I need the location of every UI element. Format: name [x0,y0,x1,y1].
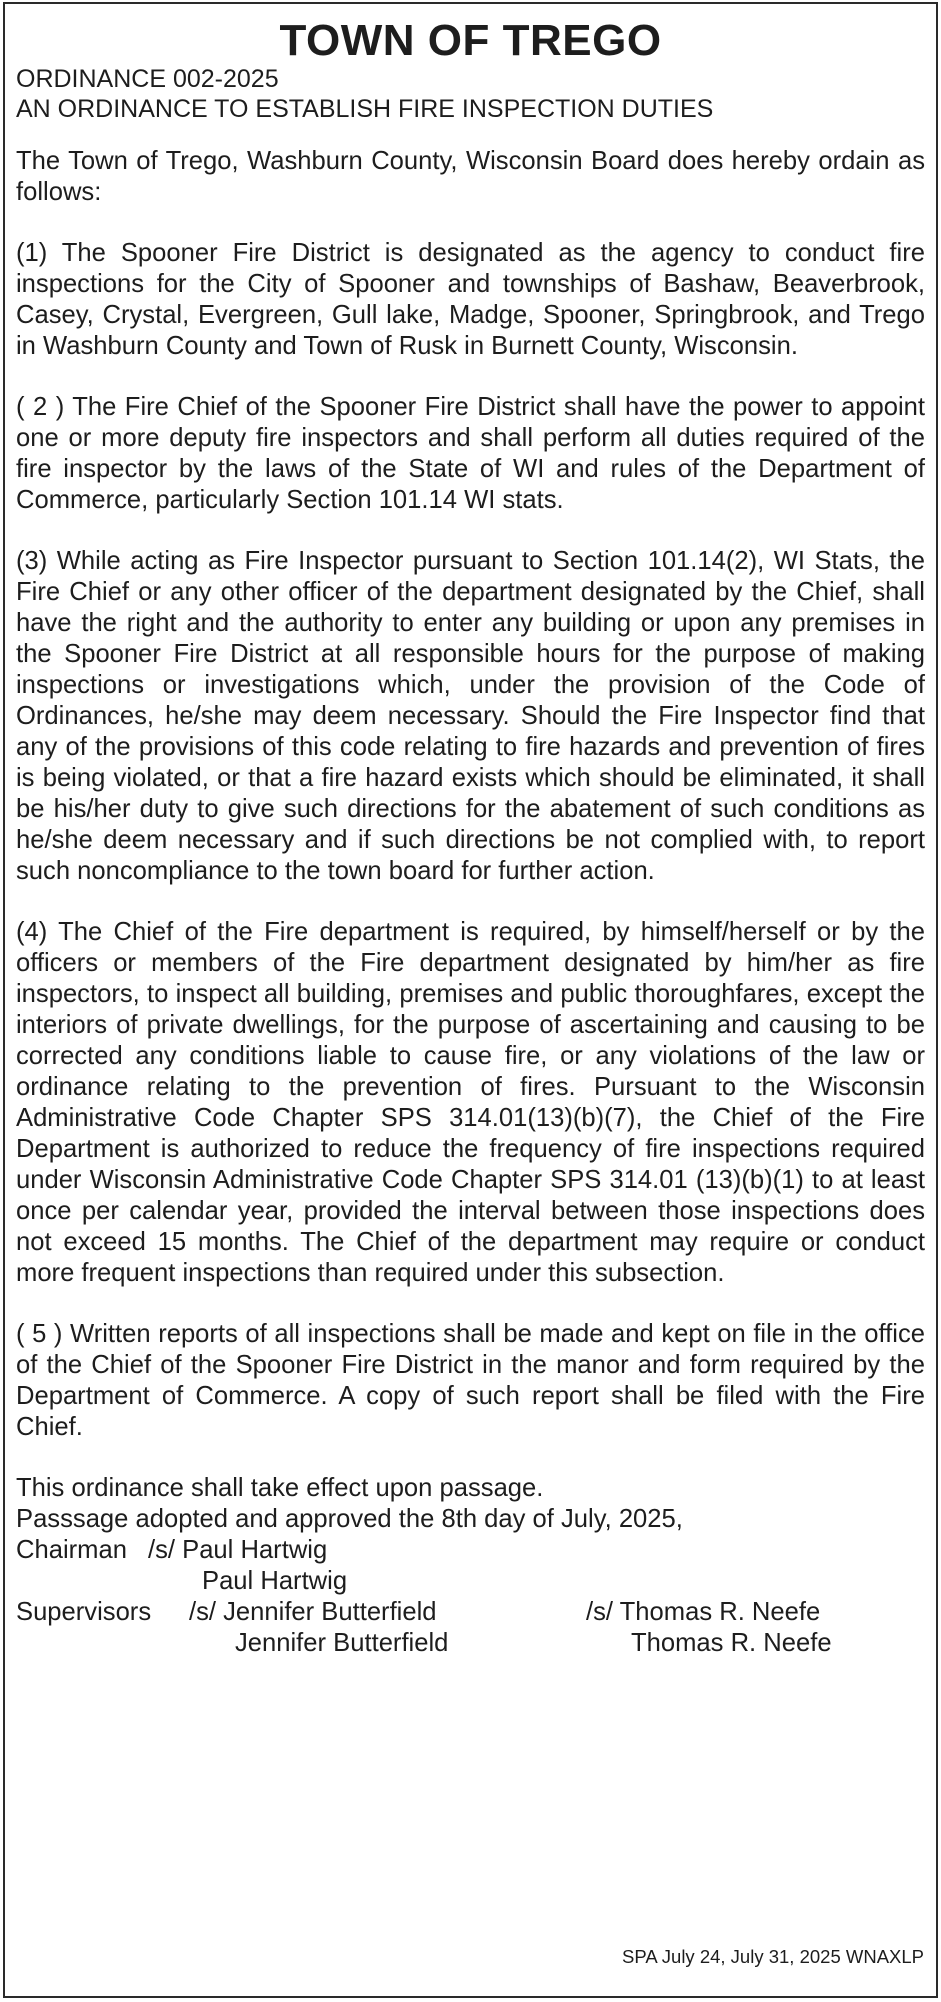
legal-notice [3,2,938,1998]
closing-block [16,1473,925,1659]
supervisor-2-printed-name: Thomas R. Neefe [631,1629,832,1657]
chairman-signature: /s/ Paul Hartwig [148,1536,328,1564]
preamble: The Town of Trego, Washburn County, Wisconsin Board does hereby ordain as follows: [16,147,925,206]
section-3: (3) While acting as Fire Inspector pursuant to Section 101.14(2), WI Stats, the Fire Chief or any other officer of the department designated by the Chief, shall have the right and the authority to enter any building or upon any premises in the Spooner Fire District at all responsible hours for the purpose of making inspections or investigations which, under the provision of the Code of Ordinances, he/she may deem necessary. Should the Fire Inspector find that any of the provisions of this code relating to fire hazards and prevention of fires is being violated, or that a fire hazard exists which should be eliminated, it shall be his/her duty to give such directions for the abatement of such conditions as he/she deem necessary and if such directions be not complied with, to report such noncompliance to the town board for further action. [16,547,925,885]
supervisor-1-signature: /s/ Jennifer Butterfield [189,1598,437,1626]
effect-statement: This ordinance shall take effect upon passage. [16,1474,544,1502]
chairman-printed-name: Paul Hartwig [202,1567,348,1595]
passage-statement: Passsage adopted and approved the 8th day of July, 2025, [16,1505,683,1533]
supervisor-1-printed-name: Jennifer Butterfield [235,1629,449,1657]
section-5: ( 5 ) Written reports of all inspections shall be made and kept on file in the office of the Chief of the Spooner Fire District in the manor and form required by the Department of Commerce. A copy of such report shall be filed with the Fire Chief. [16,1320,925,1441]
ordinance-title: AN ORDINANCE TO ESTABLISH FIRE INSPECTION DUTIES [16,95,714,123]
supervisor-2-signature: /s/ Thomas R. Neefe [586,1598,821,1626]
chairman-signature-row [16,1535,925,1566]
town-title: TOWN OF TREGO [279,16,662,65]
supervisors-name-row [16,1628,925,1659]
publication-note: SPA July 24, July 31, 2025 WNAXLP [622,1946,924,1967]
supervisors-label: Supervisors [16,1598,152,1626]
chairman-name-row [16,1566,925,1597]
section-2: ( 2 ) The Fire Chief of the Spooner Fire District shall have the power to appoint one or more deputy fire inspectors and shall perform all duties required of the fire inspector by the laws of the State of WI and rules of the Department of Commerce, particularly Section 101.14 WI stats. [16,393,925,514]
ordinance-number: ORDINANCE 002-2025 [16,65,279,93]
chairman-label: Chairman [16,1536,127,1564]
supervisors-signature-row [16,1597,925,1628]
section-4: (4) The Chief of the Fire department is required, by himself/herself or by the officers or members of the Fire department designated by him/her as fire inspectors, to inspect all building, premises and public thoroughfares, except the interiors of private dwellings, for the purpose of ascertaining and causing to be corrected any conditions liable to cause fire, or any violations of the law or ordinance relating to the prevention of fires. Pursuant to the Wisconsin Administrative Code Chapter SPS 314.01(13)(b)(7), the Chief of the Fire Department is authorized to reduce the frequency of fire inspections required under Wisconsin Administrative Code Chapter SPS 314.01 (13)(b)(1) to at least once per calendar year, provided the interval between those inspections does not exceed 15 months. The Chief of the department may require or conduct more frequent inspections than required under this subsection. [16,918,925,1287]
section-1: (1) The Spooner Fire District is designated as the agency to conduct fire inspections for the City of Spooner and townships of Bashaw, Beaverbrook, Casey, Crystal, Evergreen, Gull lake, Madge, Spooner, Springbrook, and Trego in Washburn County and Town of Rusk in Burnett County, Wisconsin. [16,239,925,360]
